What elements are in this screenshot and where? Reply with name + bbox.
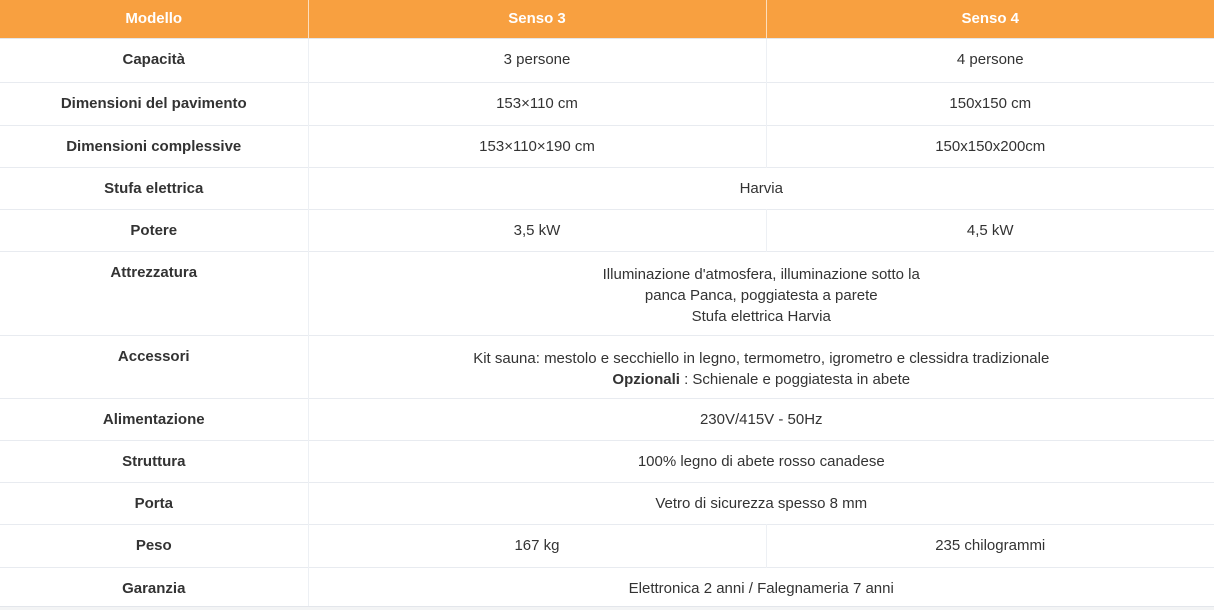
row-label: Struttura (0, 440, 308, 482)
page-background-strip (0, 607, 1214, 610)
row-label: Capacità (0, 38, 308, 82)
attrezzatura-line-1: Illuminazione d'atmosfera, illuminazione sotto la (602, 265, 920, 283)
table-row-attrezzatura (0, 251, 1214, 335)
cell-senso3: 153×110×190 cm (308, 125, 766, 167)
accessori-opzionali-label: Opzionali (612, 370, 680, 388)
accessori-line-2 (319, 369, 1205, 390)
cell-span-value: Vetro di sicurezza spesso 8 mm (308, 482, 1214, 524)
table-row-stufa-elettrica (0, 167, 1214, 209)
table-row-peso (0, 524, 1214, 567)
table-row-alimentazione (0, 398, 1214, 440)
table-row-dimensioni-pavimento (0, 82, 1214, 125)
cell-senso4: 150x150x200cm (766, 125, 1214, 167)
header-senso3: Senso 3 (308, 0, 766, 38)
row-label: Accessori (0, 335, 308, 398)
header-modello: Modello (0, 0, 308, 38)
row-label: Attrezzatura (0, 251, 308, 335)
accessori-line-1: Kit sauna: mestolo e secchiello in legno, termometro, igrometro e clessidra tradizionale (473, 349, 1050, 367)
row-label: Porta (0, 482, 308, 524)
accessori-opzionali-text: : Schienale e poggiatesta in abete (679, 370, 911, 388)
row-label: Garanzia (0, 567, 308, 606)
table-row-garanzia (0, 567, 1214, 606)
row-label: Dimensioni del pavimento (0, 82, 308, 125)
cell-span-value: Harvia (308, 167, 1214, 209)
row-label: Potere (0, 209, 308, 251)
table-row-capacita (0, 38, 1214, 82)
table-row-accessori (0, 335, 1214, 398)
cell-span-value (308, 251, 1214, 335)
table-row-dimensioni-complessive (0, 125, 1214, 167)
cell-span-value: 230V/415V - 50Hz (308, 398, 1214, 440)
cell-senso4: 235 chilogrammi (766, 524, 1214, 567)
cell-senso4: 4,5 kW (766, 209, 1214, 251)
attrezzatura-line-2: panca Panca, poggiatesta a parete (644, 286, 878, 304)
cell-senso3: 153×110 cm (308, 82, 766, 125)
table-row-potere (0, 209, 1214, 251)
cell-senso4: 150x150 cm (766, 82, 1214, 125)
cell-senso3: 167 kg (308, 524, 766, 567)
cell-span-value: 100% legno di abete rosso canadese (308, 440, 1214, 482)
table-header-row (0, 0, 1214, 38)
cell-span-value: Elettronica 2 anni / Falegnameria 7 anni (308, 567, 1214, 606)
cell-senso3: 3 persone (308, 38, 766, 82)
table-row-porta (0, 482, 1214, 524)
cell-span-value (308, 335, 1214, 398)
row-label: Peso (0, 524, 308, 567)
row-label: Stufa elettrica (0, 167, 308, 209)
row-label: Dimensioni complessive (0, 125, 308, 167)
row-label: Alimentazione (0, 398, 308, 440)
cell-senso3: 3,5 kW (308, 209, 766, 251)
header-senso4: Senso 4 (766, 0, 1214, 38)
attrezzatura-line-3: Stufa elettrica Harvia (691, 307, 831, 325)
cell-senso4: 4 persone (766, 38, 1214, 82)
table-row-struttura (0, 440, 1214, 482)
